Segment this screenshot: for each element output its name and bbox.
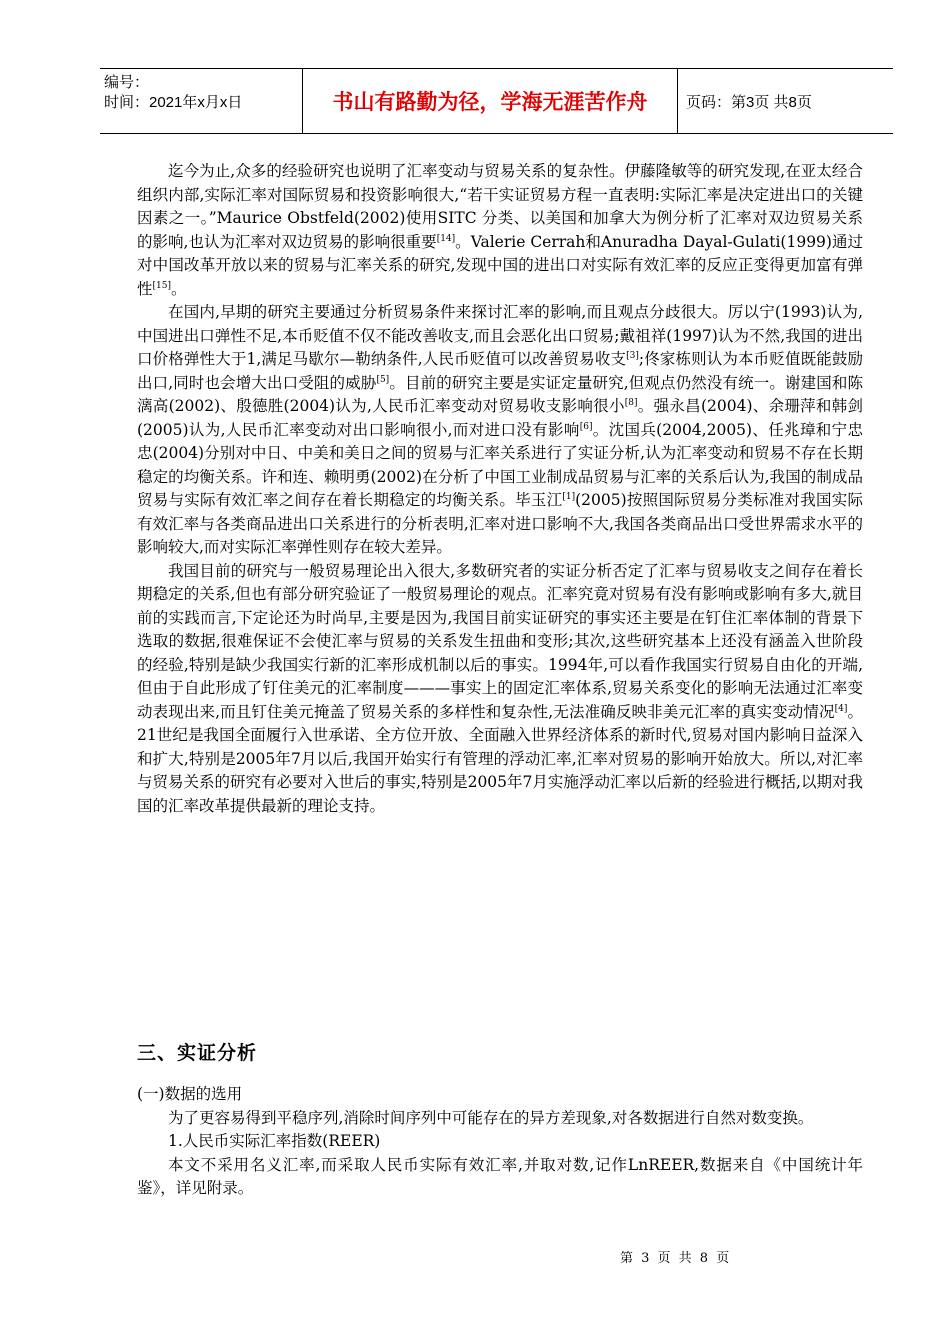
p2-text-b: ;佟家栋则认为本币贬值既能鼓励出口,同时也会增大出口受阻的威胁: [137, 350, 863, 392]
section-body: [137, 1083, 863, 1201]
paragraph-3: [137, 560, 863, 819]
citation-ref: [3]: [626, 350, 639, 361]
header-left-cell: [100, 69, 303, 133]
header-slogan: 书山有路勤为径，学海无涯苦作舟: [303, 69, 678, 133]
citation-ref: [14]: [436, 233, 456, 244]
p3-text-b: 。21世纪是我国全面履行入世承诺、全方位开放、全面融入世界经济体系的新时代,贸易对国内影响日益深入和扩大,特别是2005年7月以后,我国开始实行有管理的浮动汇率,汇率对贸易的影响开始放大。所以,对汇率与贸易关系的研究有必要对入世后的事实,特别是2005年7月实施浮动汇率以后新的经验进行概括,以期对我国的汇率改革提供最新的理论支持。: [137, 702, 863, 815]
p2-text-e: 。沈国兵(2004,2005)、任兆璋和宁忠忠(2004)分别对中日、中美和美日之间的贸易与汇率关系进行了实证分析,认为汇率变动和贸易不存在长期稳定的均衡关系。许和连、赖明勇(2002)在分析了中国工业制成品贸易与汇率的关系后认为,我国的制成品贸易与实际有效汇率之间存在着长期稳定的均衡关系。毕玉江: [137, 420, 863, 509]
p2-text-a: 在国内,早期的研究主要通过分析贸易条件来探讨汇率的影响,而且观点分歧很大。厉以宁(1993)认为,中国进出口弹性不足,本币贬值不仅不能改善收支,而且会恶化出口贸易;戴祖祥(1997)认为不然,我国的进出口价格弹性大于1,满足马歇尔—勒纳条件,人民币贬值可以改善贸易收支: [137, 303, 864, 368]
citation-ref: [8]: [624, 397, 638, 408]
citation-ref: [15]: [152, 280, 171, 291]
p3-text-a: 我国目前的研究与一般贸易理论出入很大,多数研究者的实证分析否定了汇率与贸易收支之间存在着长期稳定的关系,但也有部分研究验证了一般贸易理论的观点。汇率究竟对贸易有没有影响或影响有多大,就目前的实践而言,下定论还为时尚早,主要是因为,我国目前实证研究的事实还主要是在钉住汇率体制的背景下选取的数据,很难保证不会使汇率与贸易的关系发生扭曲和变形;其次,这些研究基本上还没有涵盖入世阶段的经验,特别是缺少我国实行新的汇率形成机制以后的事实。1994年,可以看作我国实行贸易自由化的开端,但由于自此形成了钉住美元的汇率制度———事实上的固定汇率体系,贸易关系变化的影响无法通过汇率变动表现出来,而且钉住美元掩盖了贸易关系的多样性和复杂性,无法准确反映非美元汇率的真实变动情况: [137, 561, 863, 721]
paragraph-2: [137, 301, 863, 560]
body-content: [137, 160, 863, 818]
paragraph-1: [137, 160, 863, 301]
subsection-heading: (一)数据的选用: [137, 1085, 243, 1103]
p2-text-d: 。强永昌(2004)、余珊萍和韩剑(2005)认为,人民币汇率变动对出口影响很小,而对进口没有影响: [137, 397, 863, 439]
number-label: 编号：: [104, 74, 150, 91]
citation-ref: [5]: [376, 374, 390, 385]
p1-text-b: 。Valerie Cerrah和Anuradha Dayal-Gulati(1999)通过对中国改革开放以来的贸易与汇率关系的研究,发现中国的进出口对实际有效汇率的反应正变得更加富有弹性: [137, 232, 863, 298]
page-header: [100, 68, 893, 134]
p2-text-c: 。目前的研究主要是实证定量研究,但观点仍然没有统一。谢建国和陈漓高(2002)、殷德胜(2004)认为,人民币汇率变动对贸易收支影响很小: [137, 373, 863, 415]
item-text: 本文不采用名义汇率,而采取人民币实际有效汇率,并取对数,记作LnREER,数据来自《中国统计年鉴》，详见附录。: [137, 1155, 863, 1197]
section-title: 三、实证分析: [137, 1042, 258, 1064]
p1-text-a: 迄今为止,众多的经验研究也说明了汇率变动与贸易关系的复杂性。伊藤隆敏等的研究发现,在亚太经合组织内部,实际汇率对国际贸易和投资影响很大,“若干实证贸易方程一直表明:实际汇率是决定进出口的关键因素之一。”Maurice Obstfeld(2002)使用SITC 分类、以美国和加拿大为例分析了汇率对双边贸易关系的影响,也认为汇率对双边贸易的影响很重要: [137, 162, 863, 251]
subsection-text: 为了更容易得到平稳序列,消除时间序列中可能存在的异方差现象,对各数据进行自然对数变换。: [168, 1108, 814, 1127]
citation-ref: [6]: [579, 421, 593, 432]
page-footer: 第 3 页 共 8 页: [620, 1251, 732, 1266]
citation-ref: [4]: [834, 703, 848, 714]
citation-ref: [1]: [562, 491, 576, 502]
item-heading: 1.人民币实际汇率指数(REER): [168, 1132, 381, 1150]
p2-text-f: (2005)按照国际贸易分类标准对我国实际有效汇率与各类商品进出口关系进行的分析表明,汇率对进口影响不大,我国各类商品出口受世界需求水平的影响较大,而对实际汇率弹性则存在较大差异。: [137, 491, 863, 556]
p1-text-c: 。: [171, 279, 187, 298]
header-page-code: 页码：第3页 共8页: [686, 93, 812, 111]
time-label: 时间：2021年x月x日: [104, 94, 243, 111]
